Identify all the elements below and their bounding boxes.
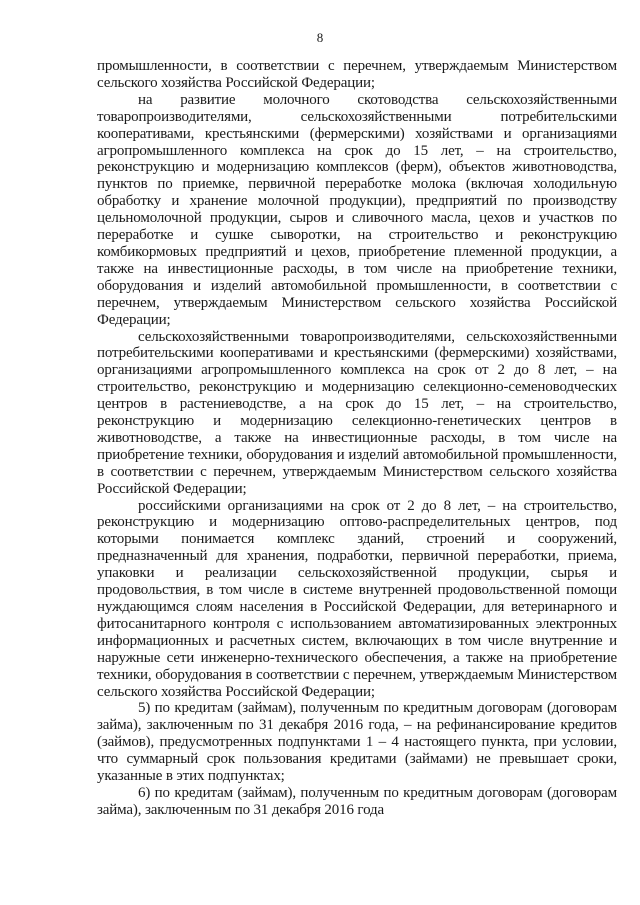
paragraph-4: российскими организациями на срок от 2 до 8 лет, – на строительство, реконструкцию и модернизацию оптово-распределительных центров, под которыми понимается комплекс зданий, строений и сооружений, предназначенный для хранения, подработки, первичной переработки, приема, упаковки и реализации сельскохозяйственной продукции, сырья и продовольствия, в том числе в системе внутренней продовольственной помощи нуждающимся слоям населения в Российской Федерации, для ветеринарного и фитосанитарного контроля с использованием автоматизированных электронных информационных и расчетных систем, включающих в том числе внутренние и наружные сети инженерно-технического обеспечения, а также на приобретение техники, оборудования в соответствии с перечнем, утверждаемым Министерством сельского хозяйства Российской Федерации;	[97, 497, 617, 700]
paragraph-5: 5) по кредитам (займам), полученным по кредитным договорам (договорам займа), заключенным по 31 декабря 2016 года, – на рефинансирование кредитов (займов), предусмотренных подпунктами 1 – 4 настоящего пункта, при условии, что суммарный срок пользования кредитами (займами) не превышает сроки, указанные в этих подпунктах;	[97, 700, 617, 785]
paragraph-3: сельскохозяйственными товаропроизводителями, сельскохозяйственными потребительскими кооперативами и крестьянскими (фермерскими) хозяйствами, организациями агропромышленного комплекса на срок от 2 до 8 лет, – на строительство, реконструкцию и модернизацию селекционно-семеноводческих центров в растениеводстве, а на срок до 15 лет, – на строительство, реконструкцию и модернизацию селекционно-генетических центров в животноводстве, а также на инвестиционные расходы, в том числе на приобретение техники, оборудования и изделий автомобильной промышленности, в соответствии с перечнем, утверждаемым Министерством сельского хозяйства Российской Федерации;	[97, 328, 617, 497]
paragraph-1: промышленности, в соответствии с перечнем, утверждаемым Министерством сельского хозяйства Российской Федерации;	[97, 58, 617, 91]
document-body	[97, 58, 617, 819]
paragraph-2: на развитие молочного скотоводства сельскохозяйственными товаропроизводителями, сельскохозяйственными потребительскими кооперативами, крестьянскими (фермерскими) хозяйствами и организациями агропромышленного комплекса на срок до 15 лет, – на строительство, реконструкцию и модернизацию комплексов (ферм), объектов животноводства, пунктов по приемке, первичной переработке молока (включая холодильную обработку и хранение молочной продукции), предприятий по производству цельномолочной продукции, сыров и сливочного масла, цехов и участков по переработке и сушке сыворотки, на строительство и реконструкцию комбикормовых предприятий и цехов, приобретение племенной продукции, а также на инвестиционные расходы, в том числе на приобретение техники, оборудования и изделий автомобильной промышленности, в соответствии с перечнем, утверждаемым Министерством сельского хозяйства Российской Федерации;	[97, 91, 617, 328]
paragraph-6: 6) по кредитам (займам), полученным по кредитным договорам (договорам займа), заключенным по 31 декабря 2016 года	[97, 784, 617, 818]
page-number: 8	[316, 30, 324, 45]
